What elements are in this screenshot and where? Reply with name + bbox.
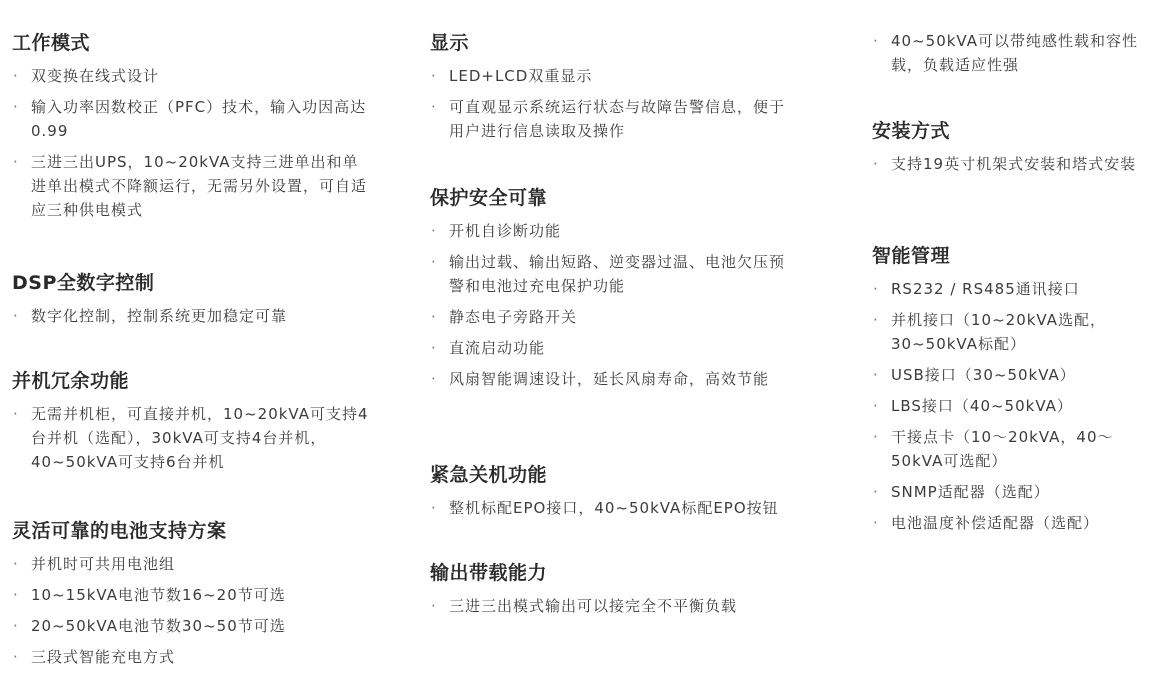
list-item: · 数字化控制，控制系统更加稳定可靠 — [13, 307, 288, 325]
list-item: · 三段式智能充电方式 — [13, 648, 176, 666]
list-item: · 双变换在线式设计 — [13, 67, 160, 85]
list-item: · LBS接口（40~50kVA） — [873, 397, 1073, 415]
list-item: · 干接点卡（10～20kVA，40～50kVA可选配） — [873, 428, 1114, 470]
section-title: 安装方式 — [872, 120, 951, 142]
section-title: 智能管理 — [872, 245, 951, 267]
section-protection — [430, 186, 790, 398]
section-load-continued — [872, 29, 1162, 84]
list-item: · RS232 / RS485通讯接口 — [873, 280, 1080, 298]
section-title: 紧急关机功能 — [430, 464, 548, 486]
list-item: · 三进三出UPS，10~20kVA支持三进单出和单进单出模式不降额运行，无需另外设置，可自适应三种供电模式 — [13, 153, 368, 219]
list-item: · 静态电子旁路开关 — [431, 308, 578, 326]
list-item: · 并机时可共用电池组 — [13, 555, 176, 573]
section-parallel-redundancy — [12, 369, 372, 481]
list-item: · 无需并机柜，可直接并机，10~20kVA可支持4台并机（选配），30kVA可支持4台并机，40~50kVA可支持6台并机 — [13, 405, 369, 471]
section-installation — [872, 119, 1162, 183]
list-item: · 40~50kVA可以带纯感性载和容性载，负载适应性强 — [873, 32, 1138, 74]
list-item: · 10~15kVA电池节数16~20节可选 — [13, 586, 286, 604]
section-emergency-shutdown — [430, 463, 790, 527]
section-title: DSP全数字控制 — [12, 272, 155, 294]
section-title: 保护安全可靠 — [430, 187, 548, 209]
section-title: 输出带载能力 — [430, 562, 548, 584]
list-item: · 风扇智能调速设计，延长风扇寿命，高效节能 — [431, 370, 770, 388]
list-item: · 电池温度补偿适配器（选配） — [873, 514, 1100, 532]
section-display — [430, 31, 790, 150]
list-item: · USB接口（30~50kVA） — [873, 366, 1076, 384]
list-item: · 整机标配EPO接口，40~50kVA标配EPO按钮 — [431, 499, 779, 517]
section-output-load — [430, 561, 790, 625]
section-dsp-control — [12, 271, 372, 335]
list-item: · 可直观显示系统运行状态与故障告警信息，便于用户进行信息读取及操作 — [431, 98, 786, 140]
list-item: · SNMP适配器（选配） — [873, 483, 1050, 501]
section-title: 灵活可靠的电池支持方案 — [12, 520, 227, 542]
section-title: 显示 — [430, 32, 470, 54]
section-title: 工作模式 — [12, 32, 91, 54]
list-item: · 20~50kVA电池节数30~50节可选 — [13, 617, 286, 635]
section-working-mode — [12, 31, 372, 229]
list-item: · 输入功率因数校正（PFC）技术，输入功因高达0.99 — [13, 98, 367, 140]
list-item: · 输出过载、输出短路、逆变器过温、电池欠压预警和电池过充电保护功能 — [431, 253, 786, 295]
section-title: 并机冗余功能 — [12, 370, 130, 392]
list-item: · 开机自诊断功能 — [431, 222, 562, 240]
list-item: · LED+LCD双重显示 — [431, 67, 593, 85]
section-battery-support — [12, 519, 372, 676]
list-item: · 并机接口（10~20kVA选配，30~50kVA标配） — [873, 311, 1106, 353]
section-smart-management — [872, 244, 1162, 542]
list-item: · 支持19英寸机架式安装和塔式安装 — [873, 155, 1137, 173]
list-item: · 直流启动功能 — [431, 339, 546, 357]
list-item: · 三进三出模式输出可以接完全不平衡负载 — [431, 597, 738, 615]
